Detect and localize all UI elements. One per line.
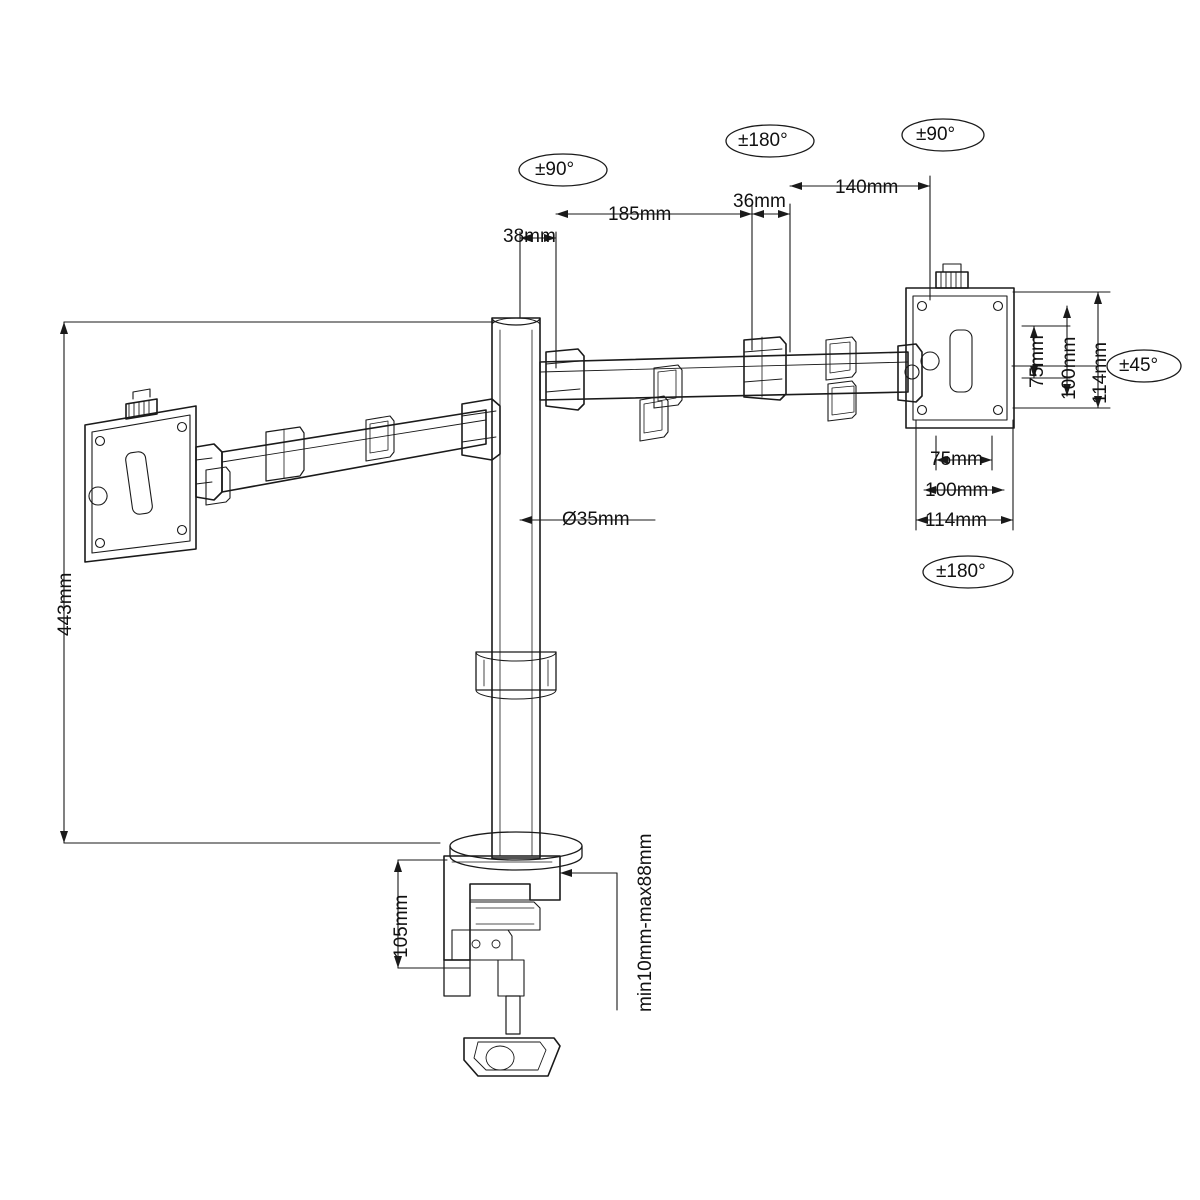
angle-head-rotation: ±180° <box>936 561 986 582</box>
dim-vesa-max-h: 114mm <box>1090 342 1111 404</box>
dim-arm-c: 140mm <box>835 177 899 198</box>
dimension-lines <box>60 176 1110 1010</box>
right-vesa-plate <box>906 264 1014 428</box>
dim-vesa-max-w: 114mm <box>925 510 987 531</box>
dim-offset-a: 38mm <box>503 226 556 247</box>
right-arm <box>540 337 922 421</box>
angle-wrist-swivel: ±90° <box>916 124 956 145</box>
dim-vesa-mid-w: 100mm <box>925 480 989 501</box>
dim-arm-length: 185mm <box>608 204 672 225</box>
dim-joint-b: 36mm <box>733 191 786 212</box>
dim-vesa-left-w: 75mm <box>930 449 983 470</box>
left-arm <box>206 396 668 505</box>
angle-tilt: ±45° <box>1119 355 1159 376</box>
dim-clamp-height: 105mm <box>391 894 412 958</box>
angle-pole-swivel: ±90° <box>535 159 575 180</box>
angle-elbow-rotation: ±180° <box>738 130 788 151</box>
left-vesa-plate <box>85 389 222 562</box>
dim-vesa-mid-h: 100mm <box>1059 336 1080 400</box>
dim-desk-thickness: min10mm-max88mm <box>635 833 656 1012</box>
dim-height-total: 443mm <box>55 572 76 636</box>
desk-clamp <box>444 832 582 1076</box>
dim-pole-diameter: Ø35mm <box>562 509 630 530</box>
dim-vesa-left-h: 75mm <box>1027 335 1048 388</box>
